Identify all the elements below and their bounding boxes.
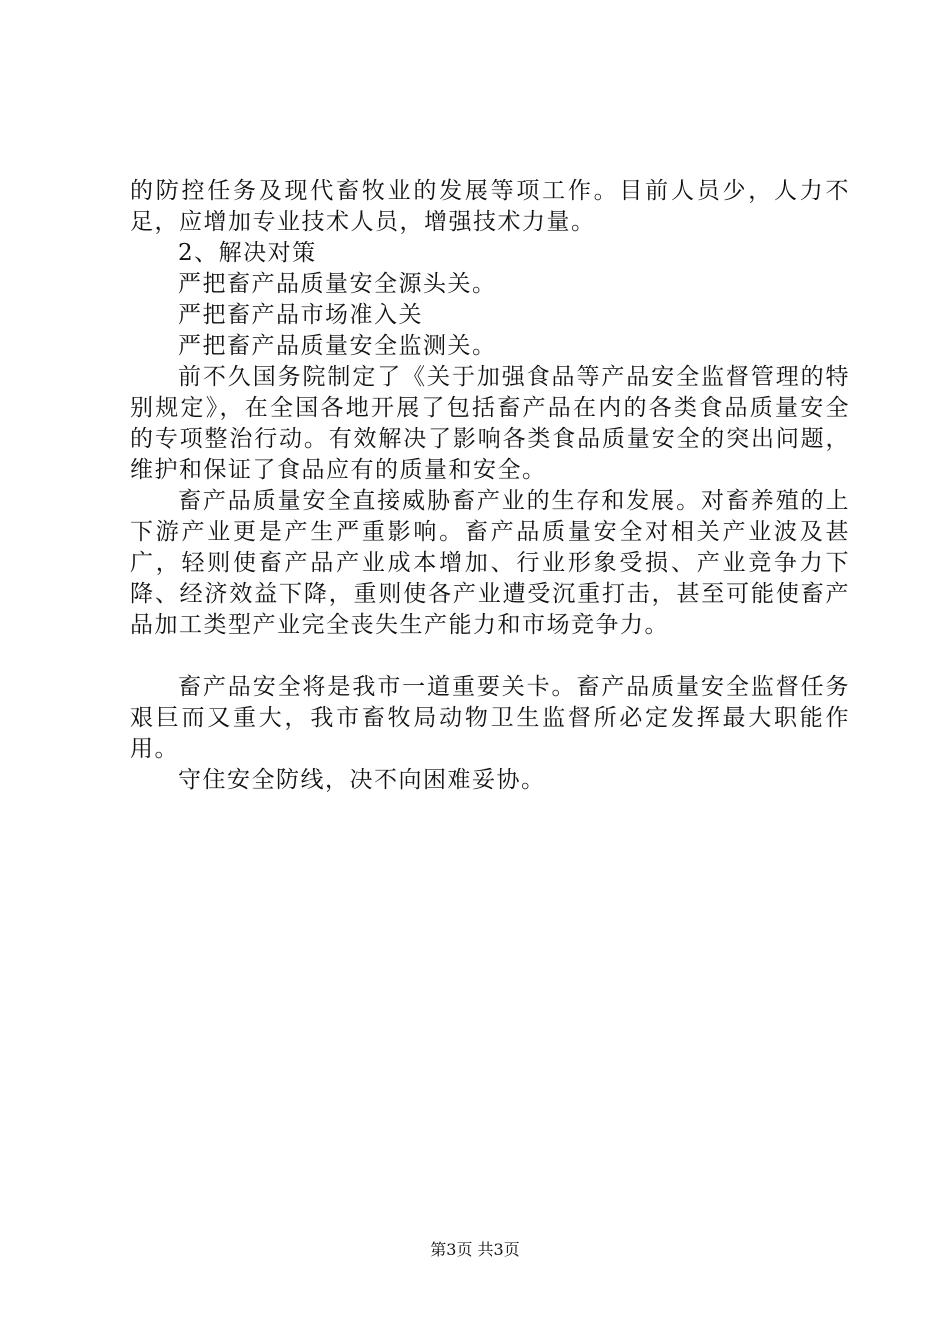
paragraph: 前不久国务院制定了《关于加强食品等产品安全监督管理的特别规定》，在全国各地开展了包括畜产品在内的各类食品质量安全的专项整治行动。有效解决了影响各类食品质量安全的突出问题，维护和保证了食品应有的质量和安全。 — [130, 364, 850, 483]
measure-item: 严把畜产品质量安全监测关。 — [178, 333, 497, 359]
measure-item: 严把畜产品市场准入关 — [178, 302, 423, 328]
page-number-footer: 第3页 共3页 — [430, 1240, 520, 1259]
paragraph-continuation: 的防控任务及现代畜牧业的发展等项工作。目前人员少，人力不足，应增加专业技术人员，增强技术力量。 — [130, 178, 850, 235]
section-heading: 2、解决对策 — [178, 240, 317, 266]
paragraph: 畜产品质量安全直接威胁畜产业的生存和发展。对畜养殖的上下游产业更是产生严重影响。畜产品质量安全对相关产业波及甚广，轻则使畜产品产业成本增加、行业形象受损、产业竞争力下降、经济效益下降，重则使各产业遭受沉重打击，甚至可能使畜产品加工类型产业完全丧失生产能力和市场竞争力。 — [130, 488, 850, 638]
document-body — [130, 176, 850, 796]
paragraph: 畜产品安全将是我市一道重要关卡。畜产品质量安全监督任务艰巨而又重大，我市畜牧局动物卫生监督所必定发挥最大职能作用。 — [130, 674, 850, 762]
closing-line: 守住安全防线，决不向困难妥协。 — [178, 767, 546, 793]
measure-item: 严把畜产品质量安全源头关。 — [178, 271, 497, 297]
